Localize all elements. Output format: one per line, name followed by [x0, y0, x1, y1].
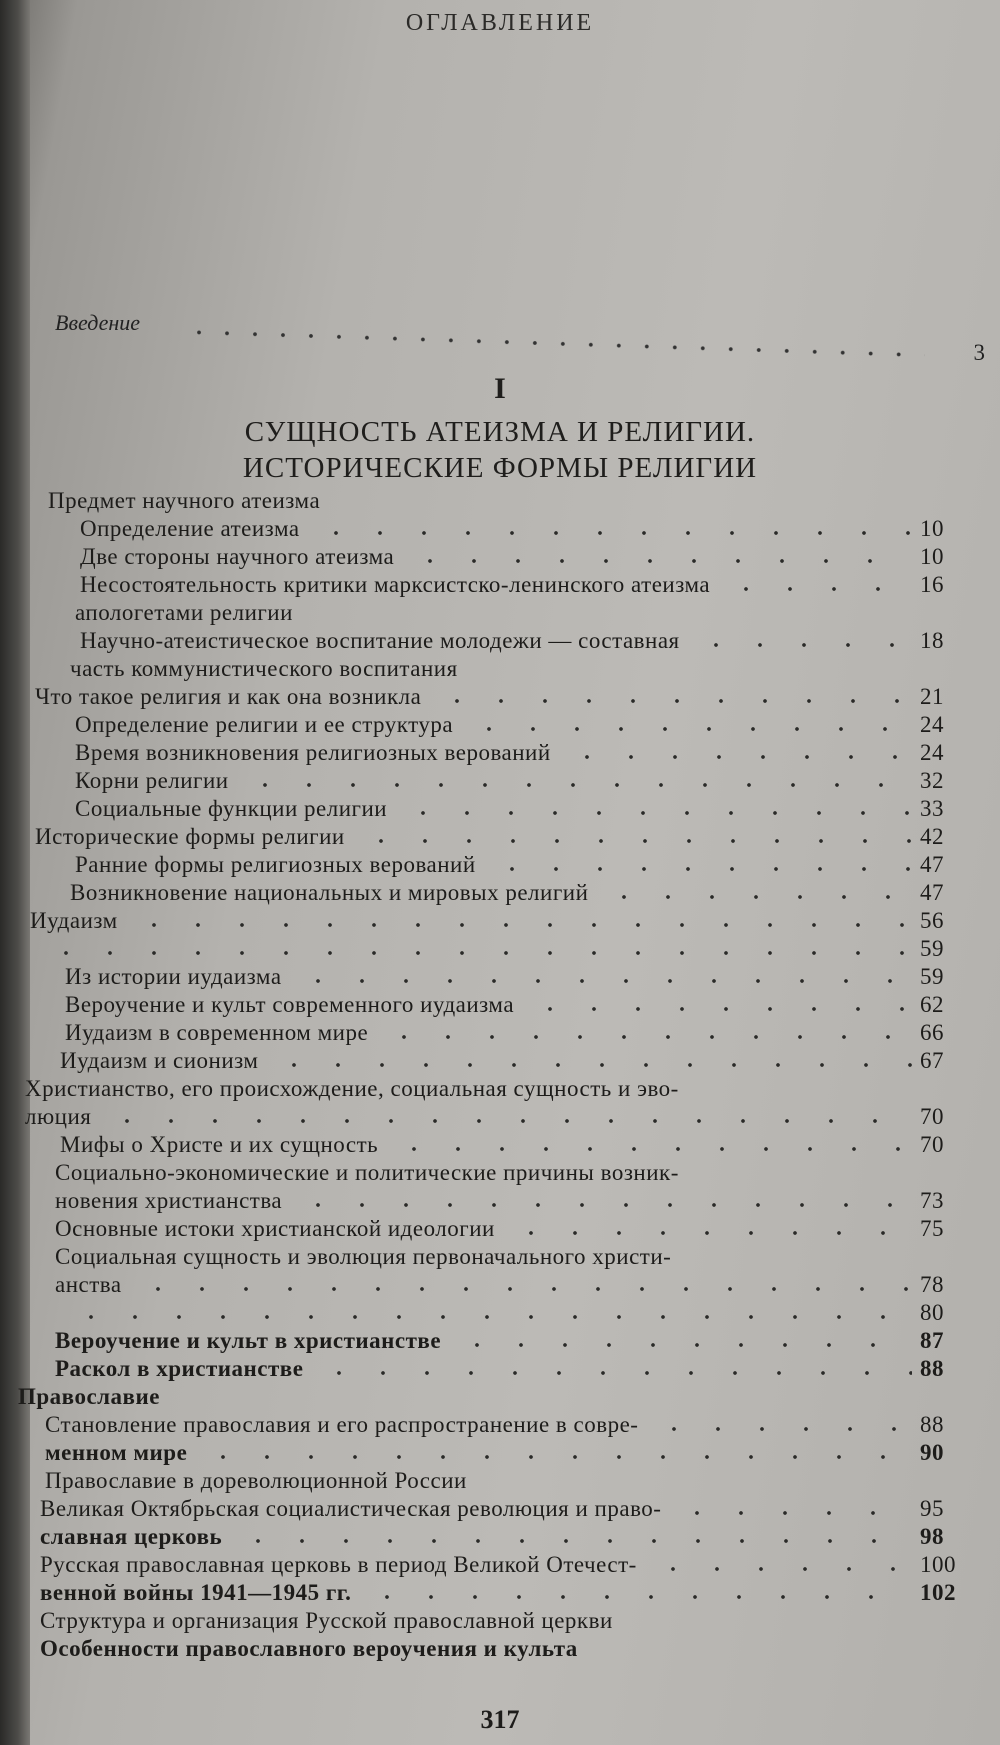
toc-entry: [48, 488, 960, 516]
dot-leader: [675, 1510, 912, 1516]
toc-entry: [35, 824, 960, 852]
dot-leader: [652, 1426, 912, 1432]
toc-entry-title: часть коммунистического воспитания: [70, 656, 458, 681]
toc-entry: [40, 1552, 960, 1580]
toc-entry-page: 100: [920, 1552, 956, 1577]
toc-entry-title: Определение религии и ее структура: [75, 712, 454, 737]
dot-leader: [408, 558, 912, 564]
toc-entry-title: люция: [25, 1104, 92, 1129]
toc-entry-title: Основные истоки христианской идеологии: [55, 1216, 495, 1241]
toc-entry: [80, 628, 960, 656]
dot-leader: [455, 1342, 912, 1348]
toc-entry-title: Предмет научного атеизма: [48, 488, 321, 513]
introduction-entry: [55, 310, 985, 365]
toc-entry-title: Ранние формы религиозных верований: [75, 852, 476, 877]
toc-entry-title: Раскол в христианстве: [55, 1356, 304, 1381]
toc-entry-page: 70: [920, 1104, 944, 1129]
toc-entry-title: менном мире: [45, 1440, 188, 1465]
dot-leader: [185, 318, 926, 371]
toc-entry: [45, 1412, 960, 1440]
toc-entry: [80, 544, 960, 572]
toc-entry: [75, 740, 960, 768]
toc-entry: [75, 712, 960, 740]
dot-leader: [490, 866, 912, 872]
toc-entry-title: Становление православия и его распространение в совре-: [45, 1412, 639, 1437]
toc-entry-title: Социальные функции религии: [75, 796, 388, 821]
toc-entry-page: 47: [920, 852, 944, 877]
toc-entry-page: 98: [920, 1524, 944, 1549]
toc-entry: [65, 964, 960, 992]
toc-entry-title: анства: [55, 1272, 122, 1297]
toc-entry-page: 42: [920, 824, 944, 849]
toc-entry: [25, 1104, 960, 1132]
toc-entry: [40, 1636, 960, 1664]
dot-leader: [296, 1202, 912, 1208]
toc-entry-page: 62: [920, 992, 944, 1017]
toc-entry-title: Мифы о Христе и их сущность: [60, 1132, 379, 1157]
toc-entry-page: 67: [920, 1048, 944, 1073]
toc-entry-page: 87: [920, 1328, 944, 1353]
dot-leader: [401, 810, 912, 816]
toc-entry-page: 66: [920, 1020, 944, 1045]
toc-entry: [55, 1160, 960, 1188]
dot-leader: [435, 698, 912, 704]
dot-leader: [136, 1286, 912, 1292]
toc-entry-title: Иудаизм в современном мире: [65, 1020, 369, 1045]
dot-leader: [201, 1454, 912, 1460]
toc-entry: [25, 1076, 960, 1104]
toc-entry-title: Из истории иудаизма: [65, 964, 282, 989]
toc-entry-page: 21: [920, 684, 944, 709]
toc-entry-title: Вероучение и культ в христианстве: [55, 1328, 442, 1353]
dot-leader: [314, 530, 912, 536]
toc-entry: [75, 768, 960, 796]
toc-entry-page: 16: [920, 572, 944, 597]
toc-entry-title: Исторические формы религии: [35, 824, 345, 849]
toc-entry-title: Православие: [18, 1384, 160, 1409]
toc-entry: [75, 796, 960, 824]
toc-entry-title: Определение атеизма: [80, 516, 300, 541]
toc-entry-title: Социально-экономические и политические причины возник-: [55, 1160, 679, 1185]
toc-entry-title: Несостоятельность критики марксистско-ленинского атеизма: [80, 572, 711, 597]
toc-entry-page: 10: [920, 516, 944, 541]
toc-entry: [55, 1328, 960, 1356]
section-title-line1: СУЩНОСТЬ АТЕИЗМА И РЕЛИГИИ.: [244, 416, 756, 448]
toc-entry-page: 47: [920, 880, 944, 905]
toc-entry: [60, 1132, 960, 1160]
toc-entry: [55, 1356, 960, 1384]
toc-entry-title: Возникновение национальных и мировых религий: [70, 880, 589, 905]
section-number: I: [494, 372, 506, 405]
toc-entry-title: Иудаизм: [30, 908, 118, 933]
toc-entry: [40, 1496, 960, 1524]
toc-entry-page: 59: [920, 936, 944, 961]
toc-entry: [80, 572, 960, 600]
dot-leader: [392, 1146, 912, 1152]
dot-leader: [317, 1370, 912, 1376]
toc-entry: [65, 1020, 960, 1048]
toc-entry-title: Православие в дореволюционной России: [45, 1468, 467, 1493]
dot-leader: [602, 894, 912, 900]
introduction-page: 3: [973, 340, 985, 365]
toc-entry-page: 33: [920, 796, 944, 821]
toc-entry-page: 73: [920, 1188, 944, 1213]
toc-entry: [40, 1524, 960, 1552]
toc-entry-title: венной войны 1941—1945 гг.: [40, 1580, 352, 1605]
toc-entry: [45, 1440, 960, 1468]
dot-leader: [724, 586, 912, 592]
toc-entry: [55, 1300, 960, 1328]
toc-entry: [70, 656, 960, 684]
toc-entry-page: 80: [920, 1300, 944, 1325]
dot-leader: [528, 1006, 912, 1012]
dot-leader: [44, 950, 912, 956]
toc-entry: [80, 516, 960, 544]
toc-entry-title: Время возникновения религиозных верований: [75, 740, 551, 765]
dot-leader: [272, 1062, 912, 1068]
dot-leader: [365, 1594, 912, 1600]
toc-entry: [75, 852, 960, 880]
dot-leader: [243, 782, 912, 788]
toc-entry-page: 78: [920, 1272, 944, 1297]
toc-entry: [55, 1188, 960, 1216]
book-spine-shadow: [0, 0, 30, 1745]
dot-leader: [651, 1566, 912, 1572]
dot-leader: [105, 1118, 912, 1124]
toc-entry-page: 70: [920, 1132, 944, 1157]
running-head: ОГЛАВЛЕНИЕ: [405, 10, 595, 36]
toc-entry: [65, 992, 960, 1020]
toc-entry-title: Структура и организация Русской православной церкви: [40, 1608, 613, 1633]
toc-entry: [55, 1272, 960, 1300]
section-heading: [0, 372, 1000, 486]
dot-leader: [467, 726, 912, 732]
dot-leader: [565, 754, 912, 760]
toc-entry-title: Социальная сущность и эволюция первоначального христи-: [55, 1244, 672, 1269]
toc-entry: [75, 600, 960, 628]
toc-entry-title: Вероучение и культ современного иудаизма: [65, 992, 515, 1017]
toc-entry-page: 59: [920, 964, 944, 989]
toc-entry-page: 24: [920, 740, 944, 765]
dot-leader: [296, 978, 912, 984]
toc-entry-title: славная церковь: [40, 1524, 223, 1549]
dot-leader: [236, 1538, 912, 1544]
toc-entry: [55, 1216, 960, 1244]
section-title-line2: ИСТОРИЧЕСКИЕ ФОРМЫ РЕЛИГИИ: [242, 452, 758, 484]
toc-entry-page: 75: [920, 1216, 944, 1241]
toc-entry-title: Христианство, его происхождение, социальная сущность и эво-: [25, 1076, 679, 1101]
toc-entry-title: Особенности православного вероучения и культа: [40, 1636, 578, 1661]
toc-entry-page: 102: [920, 1580, 956, 1605]
toc-entry-page: 88: [920, 1356, 944, 1381]
toc-entry-title: Корни религии: [75, 768, 229, 793]
toc-entry-title: Иудаизм и сионизм: [60, 1048, 259, 1073]
toc-entry: [18, 1384, 960, 1412]
toc-entry-title: Две стороны научного атеизма: [80, 544, 395, 569]
dot-leader: [382, 1034, 912, 1040]
dot-leader: [132, 922, 912, 928]
toc-entry: [40, 1580, 960, 1608]
toc-entry-page: 32: [920, 768, 944, 793]
toc-entry: [40, 1608, 960, 1636]
toc-entry: [55, 1244, 960, 1272]
dot-leader: [359, 838, 912, 844]
toc-entry: [70, 880, 960, 908]
toc-entry: [60, 1048, 960, 1076]
page-number: 317: [480, 1705, 520, 1734]
introduction-label: Введение: [55, 310, 141, 335]
toc-entry-page: 56: [920, 908, 944, 933]
toc-entry-title: Научно-атеистическое воспитание молодежи — составная: [80, 628, 680, 653]
toc-entry-title: Русская православная церковь в период Великой Отечест-: [40, 1552, 637, 1577]
dot-leader: [509, 1230, 912, 1236]
toc-entry-page: 10: [920, 544, 944, 569]
toc-entry: [30, 936, 960, 964]
toc-entry: [35, 684, 960, 712]
toc-entry-page: 95: [920, 1496, 944, 1521]
toc-entry: [30, 908, 960, 936]
dot-leader: [694, 642, 912, 648]
toc-entry-page: 18: [920, 628, 944, 653]
toc-entry-page: 90: [920, 1440, 944, 1465]
toc-entry-page: 88: [920, 1412, 944, 1437]
toc-entry-title: апологетами религии: [75, 600, 293, 625]
dot-leader: [69, 1314, 912, 1320]
toc-entry-page: 24: [920, 712, 944, 737]
toc-entry: [45, 1468, 960, 1496]
toc-entry-title: Великая Октябрьская социалистическая революция и право-: [40, 1496, 662, 1521]
toc-entry-title: Что такое религия и как она возникла: [35, 684, 422, 709]
toc-entry-title: новения христианства: [55, 1188, 283, 1213]
